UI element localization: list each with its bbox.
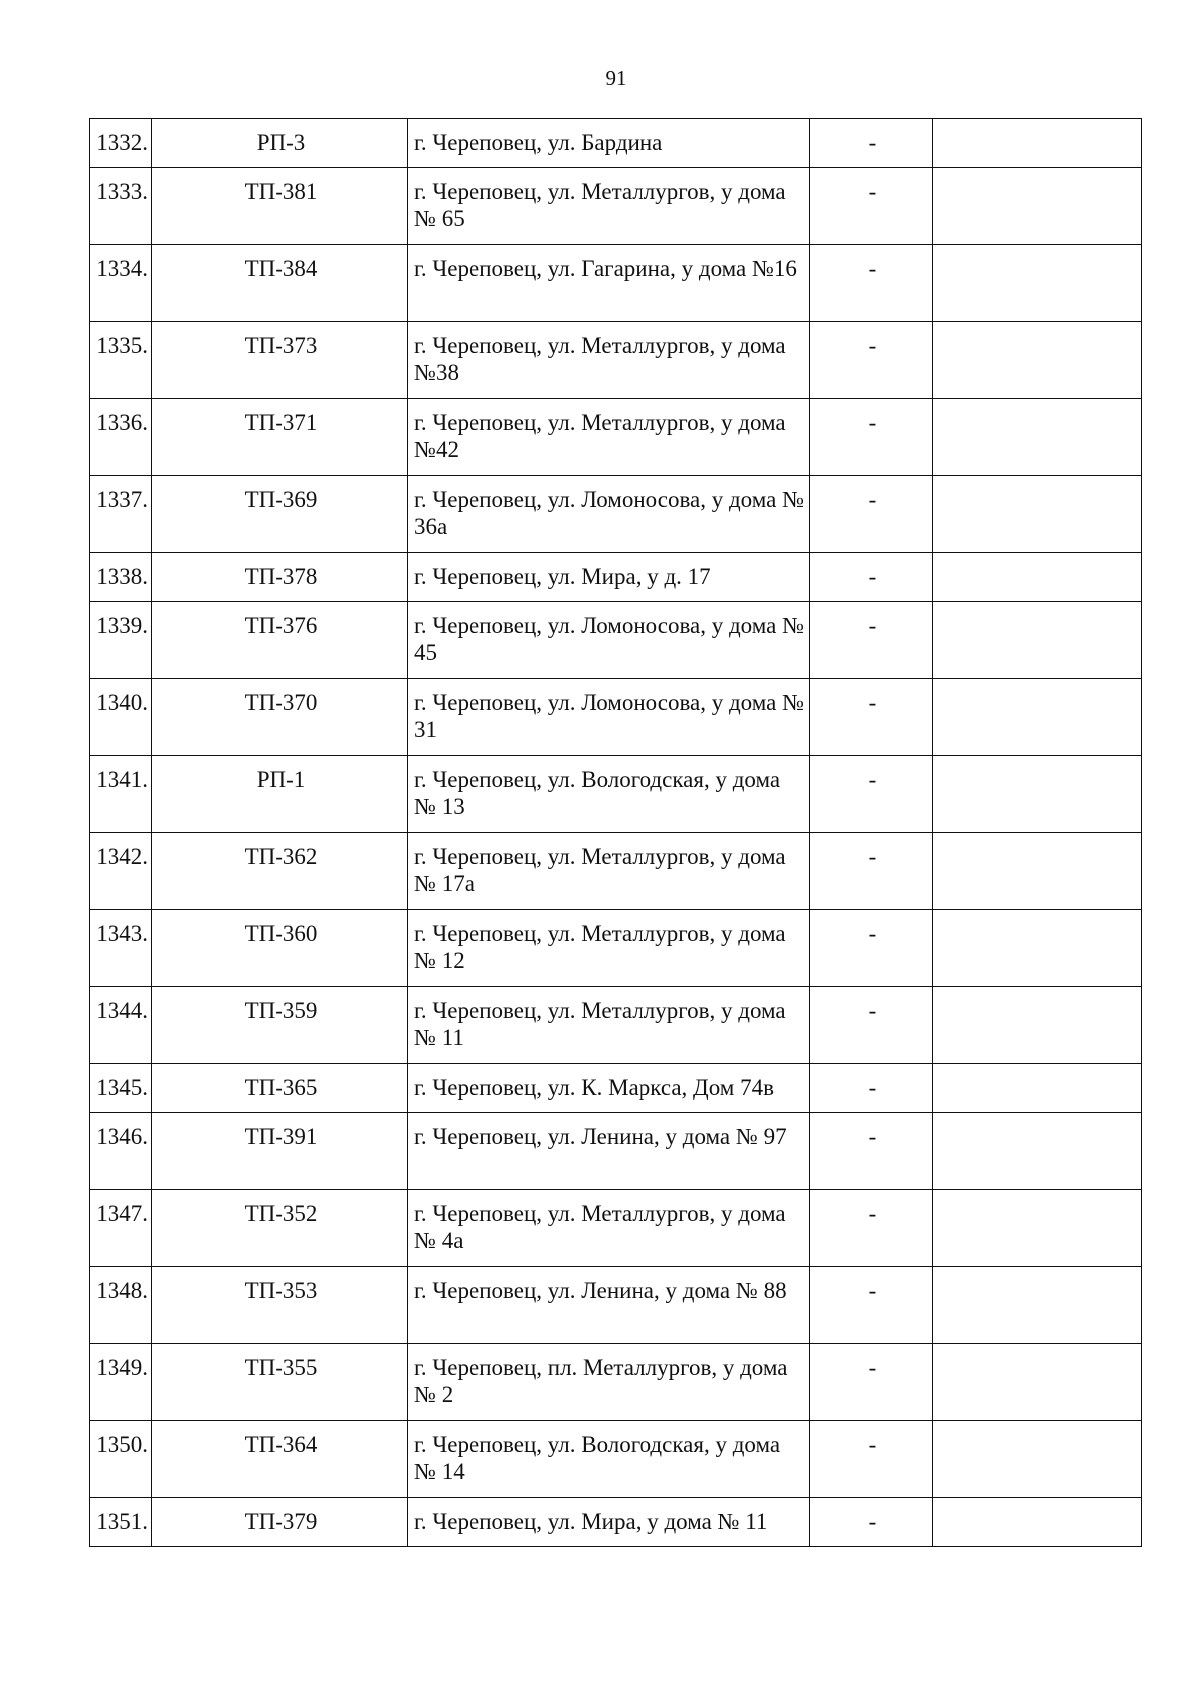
substation-code: ТП-352 — [152, 1190, 408, 1267]
page-number: 91 — [605, 66, 627, 90]
dash-cell: - — [810, 245, 933, 322]
table-row — [90, 833, 1142, 910]
table-row — [90, 1267, 1142, 1344]
substation-code: РП-3 — [152, 119, 408, 168]
empty-cell — [933, 833, 1142, 910]
substation-code: ТП-379 — [152, 1498, 408, 1547]
substation-code: ТП-381 — [152, 168, 408, 245]
empty-cell — [933, 1498, 1142, 1547]
substation-address: г. Череповец, ул. Ленина, у дома № 97 — [408, 1113, 810, 1190]
row-number: 1351. — [90, 1498, 152, 1547]
substation-address: г. Череповец, ул. Металлургов, у дома № 17а — [408, 833, 810, 910]
dash-cell: - — [810, 322, 933, 399]
empty-cell — [933, 1190, 1142, 1267]
table-row — [90, 1064, 1142, 1113]
substation-code: ТП-371 — [152, 399, 408, 476]
substation-code: ТП-369 — [152, 476, 408, 553]
dash-cell: - — [810, 119, 933, 168]
substation-address: г. Череповец, ул. Металлургов, у дома №38 — [408, 322, 810, 399]
table-row — [90, 553, 1142, 602]
row-number: 1349. — [90, 1344, 152, 1421]
empty-cell — [933, 119, 1142, 168]
table-row — [90, 1190, 1142, 1267]
substation-address: г. Череповец, ул. Металлургов, у дома № 12 — [408, 910, 810, 987]
substation-address: г. Череповец, ул. Мира, у д. 17 — [408, 553, 810, 602]
substation-address: г. Череповец, пл. Металлургов, у дома № 2 — [408, 1344, 810, 1421]
substation-address: г. Череповец, ул. Мира, у дома № 11 — [408, 1498, 810, 1547]
substation-code: ТП-378 — [152, 553, 408, 602]
dash-cell: - — [810, 553, 933, 602]
row-number: 1338. — [90, 553, 152, 602]
row-number: 1342. — [90, 833, 152, 910]
row-number: 1345. — [90, 1064, 152, 1113]
substation-code: ТП-365 — [152, 1064, 408, 1113]
dash-cell: - — [810, 756, 933, 833]
row-number: 1343. — [90, 910, 152, 987]
substation-code: ТП-370 — [152, 679, 408, 756]
substation-code: ТП-373 — [152, 322, 408, 399]
dash-cell: - — [810, 1267, 933, 1344]
row-number: 1339. — [90, 602, 152, 679]
empty-cell — [933, 476, 1142, 553]
substation-address: г. Череповец, ул. Ломоносова, у дома № 31 — [408, 679, 810, 756]
empty-cell — [933, 1064, 1142, 1113]
table-row — [90, 756, 1142, 833]
dash-cell: - — [810, 910, 933, 987]
substation-address: г. Череповец, ул. Металлургов, у дома №42 — [408, 399, 810, 476]
table-body — [90, 119, 1142, 1547]
empty-cell — [933, 399, 1142, 476]
dash-cell: - — [810, 602, 933, 679]
table-row — [90, 1421, 1142, 1498]
substation-address: г. Череповец, ул. К. Маркса, Дом 74в — [408, 1064, 810, 1113]
empty-cell — [933, 1421, 1142, 1498]
dash-cell: - — [810, 987, 933, 1064]
substation-code: ТП-391 — [152, 1113, 408, 1190]
table-row — [90, 245, 1142, 322]
table-row — [90, 910, 1142, 987]
empty-cell — [933, 910, 1142, 987]
row-number: 1337. — [90, 476, 152, 553]
table-row — [90, 1344, 1142, 1421]
empty-cell — [933, 1113, 1142, 1190]
empty-cell — [933, 1344, 1142, 1421]
substation-table — [89, 118, 1142, 1547]
table-row — [90, 322, 1142, 399]
empty-cell — [933, 322, 1142, 399]
table-row — [90, 119, 1142, 168]
dash-cell: - — [810, 1344, 933, 1421]
substation-code: ТП-376 — [152, 602, 408, 679]
substation-code: ТП-359 — [152, 987, 408, 1064]
dash-cell: - — [810, 1190, 933, 1267]
substation-code: РП-1 — [152, 756, 408, 833]
substation-code: ТП-362 — [152, 833, 408, 910]
table-row — [90, 476, 1142, 553]
substation-address: г. Череповец, ул. Гагарина, у дома №16 — [408, 245, 810, 322]
dash-cell: - — [810, 1113, 933, 1190]
empty-cell — [933, 553, 1142, 602]
row-number: 1340. — [90, 679, 152, 756]
dash-cell: - — [810, 833, 933, 910]
substation-address: г. Череповец, ул. Вологодская, у дома № 14 — [408, 1421, 810, 1498]
table-row — [90, 168, 1142, 245]
empty-cell — [933, 679, 1142, 756]
table-row — [90, 399, 1142, 476]
substation-code: ТП-364 — [152, 1421, 408, 1498]
row-number: 1344. — [90, 987, 152, 1064]
substation-address: г. Череповец, ул. Металлургов, у дома № 4а — [408, 1190, 810, 1267]
dash-cell: - — [810, 679, 933, 756]
table-row — [90, 1498, 1142, 1547]
table-row — [90, 679, 1142, 756]
table-row — [90, 602, 1142, 679]
substation-code: ТП-353 — [152, 1267, 408, 1344]
empty-cell — [933, 602, 1142, 679]
row-number: 1336. — [90, 399, 152, 476]
substation-address: г. Череповец, ул. Вологодская, у дома № 13 — [408, 756, 810, 833]
row-number: 1347. — [90, 1190, 152, 1267]
row-number: 1334. — [90, 245, 152, 322]
substation-address: г. Череповец, ул. Ломоносова, у дома № 45 — [408, 602, 810, 679]
dash-cell: - — [810, 399, 933, 476]
row-number: 1333. — [90, 168, 152, 245]
empty-cell — [933, 168, 1142, 245]
row-number: 1335. — [90, 322, 152, 399]
substation-address: г. Череповец, ул. Металлургов, у дома № 65 — [408, 168, 810, 245]
substation-address: г. Череповец, ул. Металлургов, у дома № 11 — [408, 987, 810, 1064]
substation-address: г. Череповец, ул. Ломоносова, у дома № 36а — [408, 476, 810, 553]
dash-cell: - — [810, 1498, 933, 1547]
dash-cell: - — [810, 476, 933, 553]
row-number: 1348. — [90, 1267, 152, 1344]
row-number: 1341. — [90, 756, 152, 833]
row-number: 1346. — [90, 1113, 152, 1190]
table-row — [90, 1113, 1142, 1190]
dash-cell: - — [810, 168, 933, 245]
empty-cell — [933, 756, 1142, 833]
row-number: 1332. — [90, 119, 152, 168]
empty-cell — [933, 987, 1142, 1064]
substation-code: ТП-360 — [152, 910, 408, 987]
table-row — [90, 987, 1142, 1064]
substation-code: ТП-355 — [152, 1344, 408, 1421]
substation-code: ТП-384 — [152, 245, 408, 322]
dash-cell: - — [810, 1064, 933, 1113]
empty-cell — [933, 245, 1142, 322]
empty-cell — [933, 1267, 1142, 1344]
substation-address: г. Череповец, ул. Бардина — [408, 119, 810, 168]
dash-cell: - — [810, 1421, 933, 1498]
substation-address: г. Череповец, ул. Ленина, у дома № 88 — [408, 1267, 810, 1344]
row-number: 1350. — [90, 1421, 152, 1498]
